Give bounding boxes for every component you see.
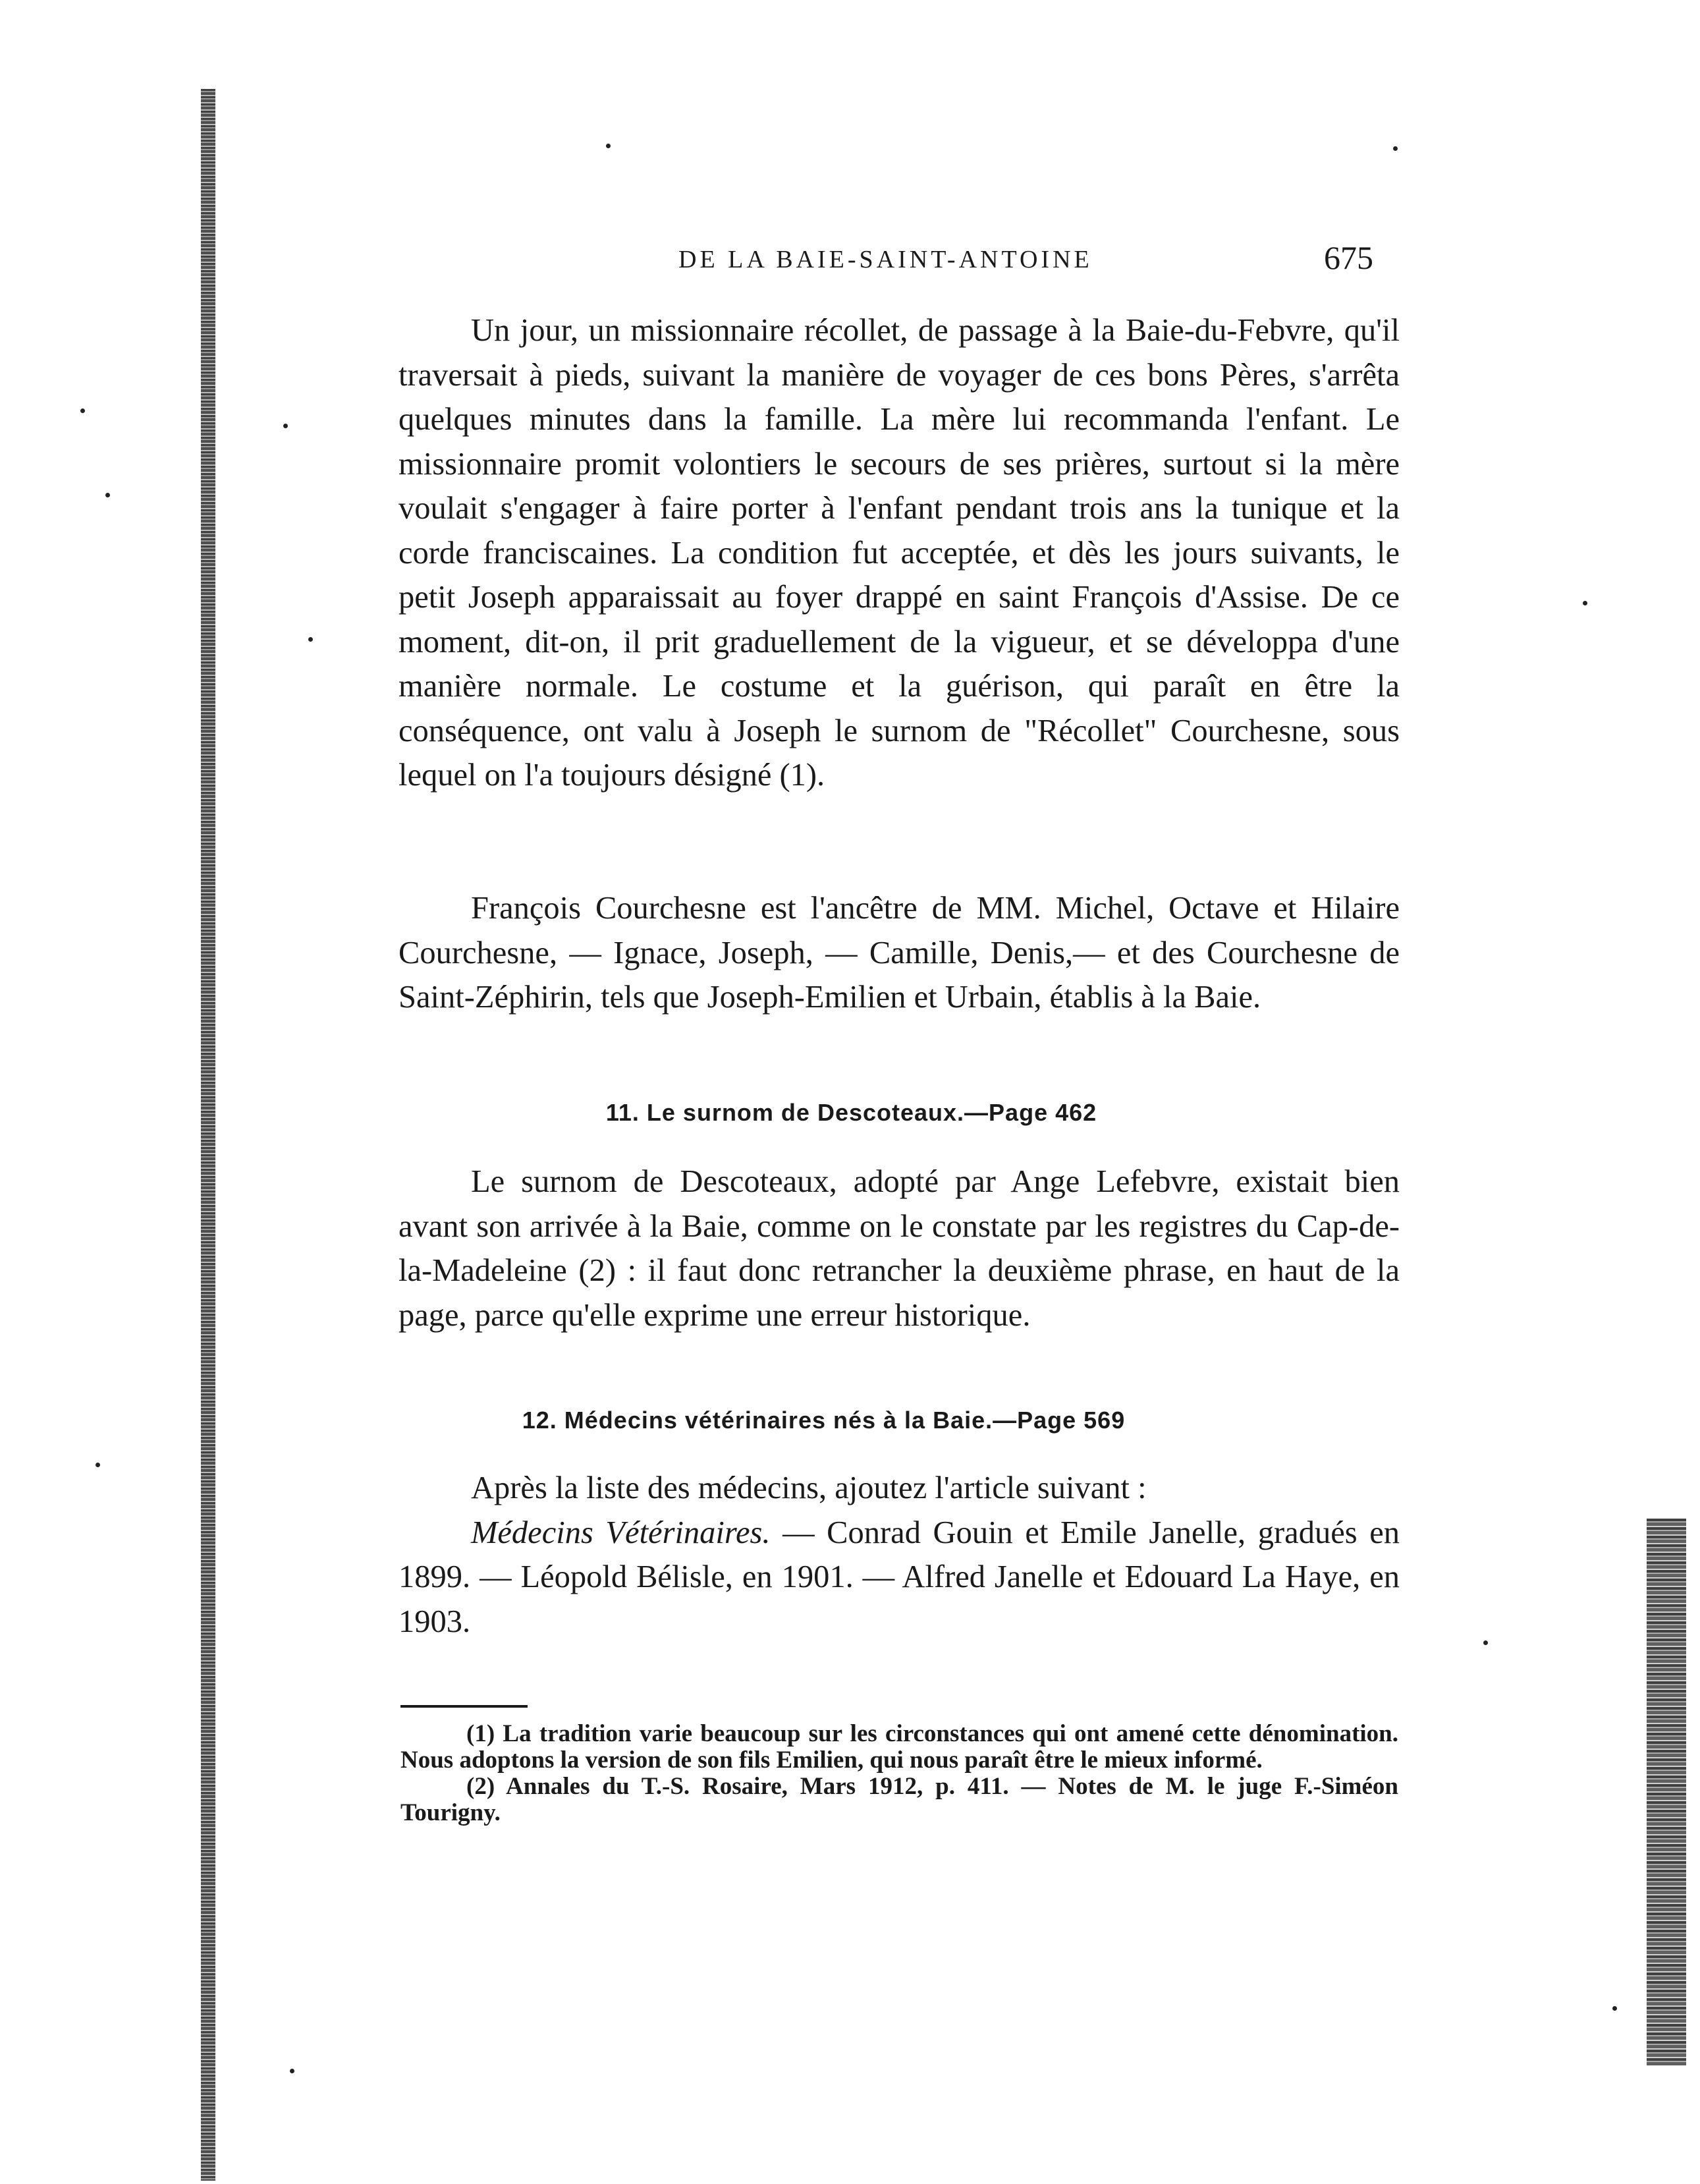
scan-speck [308, 637, 313, 642]
scan-speck [96, 1463, 100, 1467]
paragraph-text [398, 1511, 1400, 1644]
scanned-page-edge-right [1647, 1519, 1686, 2065]
paragraph-ancestry [398, 886, 1400, 1020]
scan-speck [283, 424, 288, 428]
footnote-rule [400, 1705, 528, 1708]
paragraph-text: François Courchesne est l'ancêtre de MM. Michel, Octave et Hilaire Courchesne, — Ignace, Joseph, — Camille, Denis,— et des Courchesne de Saint-Zéphirin, tels que Joseph-Emilien et Urbain, établis à la Baie. [398, 891, 1400, 1015]
scan-speck [290, 2069, 294, 2073]
scanned-page-edge-left [201, 89, 215, 2181]
paragraph-text: Le surnom de Descoteaux, adopté par Ange Lefebvre, existait bien avant son arrivée à la Baie, comme on le constate par les registres du Cap-de-la-Madeleine (2) : il faut donc retrancher la deuxième phrase, en haut de la page, parce qu'elle exprime une erreur historique. [398, 1164, 1400, 1333]
page-number: 675 [1324, 239, 1373, 276]
scan-speck [1612, 2006, 1617, 2011]
paragraph-descoteaux [398, 1160, 1400, 1337]
paragraph-text: Après la liste des médecins, ajoutez l'article suivant : [471, 1470, 1147, 1505]
scan-speck [1583, 601, 1587, 605]
section-heading-11: 11. Le surnom de Descoteaux.—Page 462 [605, 1099, 1097, 1126]
footnotes [400, 1721, 1398, 1826]
running-head [0, 238, 1700, 278]
running-title: DE LA BAIE-SAINT-ANTOINE [678, 246, 1093, 273]
section-heading-12: 12. Médecins vétérinaires nés à la Baie.—Page 569 [522, 1407, 1126, 1434]
scan-speck [1483, 1640, 1488, 1645]
paragraph-text: Un jour, un missionnaire récollet, de passage à la Baie-du-Febvre, qu'il traversait à pieds, suivant la manière de voyager de ces bons Pères, s'arrêta quelques minutes dans la famille. La mère lui recommanda l'enfant. Le missionnaire promit volontiers le secours de ses prières, surtout si la mère voulait s'engager à faire porter à l'enfant pendant trois ans la tunique et la corde franciscaines. La condition fut acceptée, et dès les jours suivants, le petit Joseph apparaissait au foyer drappé en saint François d'Assise. De ce moment, dit-on, il prit graduellement de la vigueur, et se développa d'une manière normale. Le costume et la guérison, qui paraît en être la conséquence, ont valu à Joseph le surnom de "Récollet" Courchesne, sous lequel on l'a toujours désigné (1). [398, 313, 1400, 793]
italic-term: Médecins Vétérinaires. [471, 1515, 771, 1550]
scan-speck [606, 144, 611, 148]
paragraph-veterinaires [398, 1466, 1400, 1644]
paragraph-text-rest: — Conrad Gouin et Emile Janelle, gradués en 1899. — Léopold Bélisle, en 1901. — Alfred Janelle et Edouard La Haye, en 1903. [398, 1515, 1400, 1639]
scan-speck [105, 493, 110, 497]
paragraph-recollet [398, 308, 1400, 798]
scan-speck [1393, 146, 1398, 151]
footnote-1: (1) La tradition varie beaucoup sur les circonstances qui ont amené cette dénomination. Nous adoptons la version de son fils Emilien, qui nous paraît être le mieux informé. [400, 1720, 1398, 1774]
scan-speck [80, 408, 85, 413]
footnote-2: (2) Annales du T.-S. Rosaire, Mars 1912, p. 411. — Notes de M. le juge F.-Siméon Tourigny. [400, 1773, 1398, 1826]
